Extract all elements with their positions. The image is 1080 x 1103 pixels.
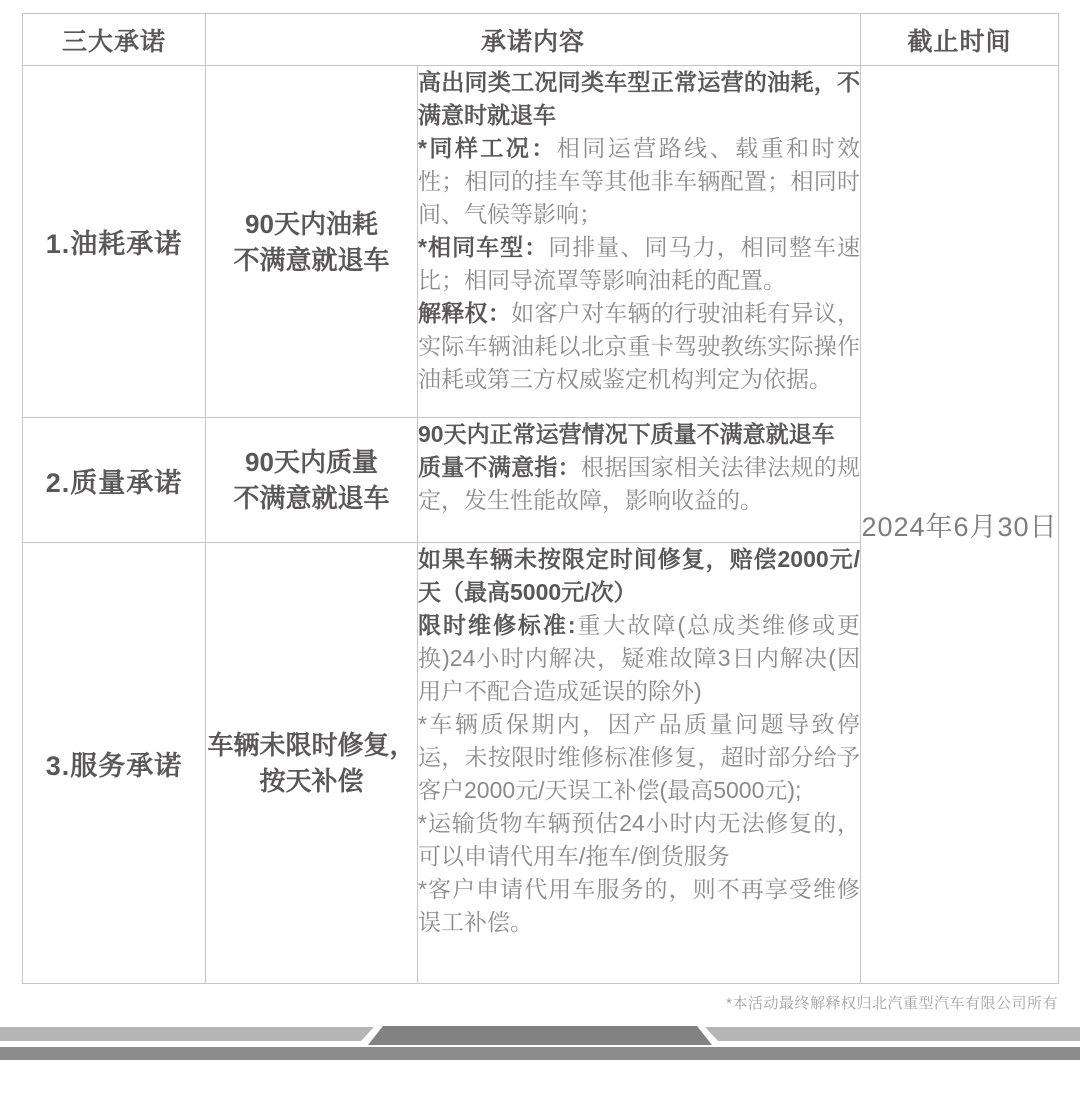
table-body <box>23 66 1059 984</box>
decoration-bar-right <box>705 1027 1080 1041</box>
detail-paragraph: 90天内正常运营情况下质量不满意就退车 <box>418 421 835 447</box>
cell-category: 3.服务承诺 <box>23 543 206 984</box>
detail-paragraph: *相同车型：同排量、同马力，相同整车速比；相同导流罩等影响油耗的配置。 <box>418 234 861 293</box>
detail-paragraph: 解释权：如客户对车辆的行驶油耗有异议，实际车辆油耗以北京重卡驾驶教练实际操作油耗或第三方权威鉴定机构判定为依据。 <box>418 300 861 392</box>
cell-deadline-value: 2024年6月30日 <box>861 66 1059 984</box>
detail-paragraph: *客户申请代用车服务的，则不再享受维修误工补偿。 <box>418 876 861 935</box>
detail-paragraph: 如果车辆未按限定时间修复，赔偿2000元/天（最高5000元/次） <box>418 546 861 605</box>
decoration-bar-center <box>368 1026 712 1045</box>
detail-paragraph: 质量不满意指：根据国家相关法律法规的规定，发生性能故障，影响收益的。 <box>418 454 861 513</box>
detail-paragraph: *同样工况：相同运营路线、载重和时效性；相同的挂车等其他非车辆配置；相同时间、气候等影响； <box>418 135 861 227</box>
cell-summary: 90天内质量 不满意就退车 <box>206 418 418 543</box>
header-content: 承诺内容 <box>206 14 861 66</box>
commitment-table <box>22 13 1059 984</box>
cell-details <box>418 543 861 984</box>
detail-paragraph: *车辆质保期内，因产品质量问题导致停运，未按限时维修标准修复，超时部分给予客户2000元/天误工补偿(最高5000元); <box>418 711 861 803</box>
detail-paragraph: 限时维修标准:重大故障(总成类维修或更换)24小时内解决，疑难故障3日内解决(因用户不配合造成延误的除外) <box>418 612 861 704</box>
header-deadline: 截止时间 <box>861 14 1059 66</box>
bottom-decoration <box>0 1026 1080 1066</box>
cell-summary: 90天内油耗 不满意就退车 <box>206 66 418 418</box>
cell-details <box>418 66 861 418</box>
decoration-bar-left <box>0 1027 374 1041</box>
cell-details <box>418 418 861 543</box>
cell-category: 2.质量承诺 <box>23 418 206 543</box>
header-category: 三大承诺 <box>23 14 206 66</box>
table-row <box>23 66 1059 418</box>
detail-paragraph: *运输货物车辆预估24小时内无法修复的，可以申请代用车/拖车/倒货服务 <box>418 810 861 869</box>
decoration-bar-bottom <box>0 1047 1080 1060</box>
cell-summary: 车辆未限时修复， 按天补偿 <box>206 543 418 984</box>
footnote: *本活动最终解释权归北汽重型汽车有限公司所有 <box>726 995 1058 1012</box>
header-row <box>23 14 1059 66</box>
detail-paragraph: 高出同类工况同类车型正常运营的油耗，不满意时就退车 <box>418 69 861 128</box>
cell-category: 1.油耗承诺 <box>23 66 206 418</box>
